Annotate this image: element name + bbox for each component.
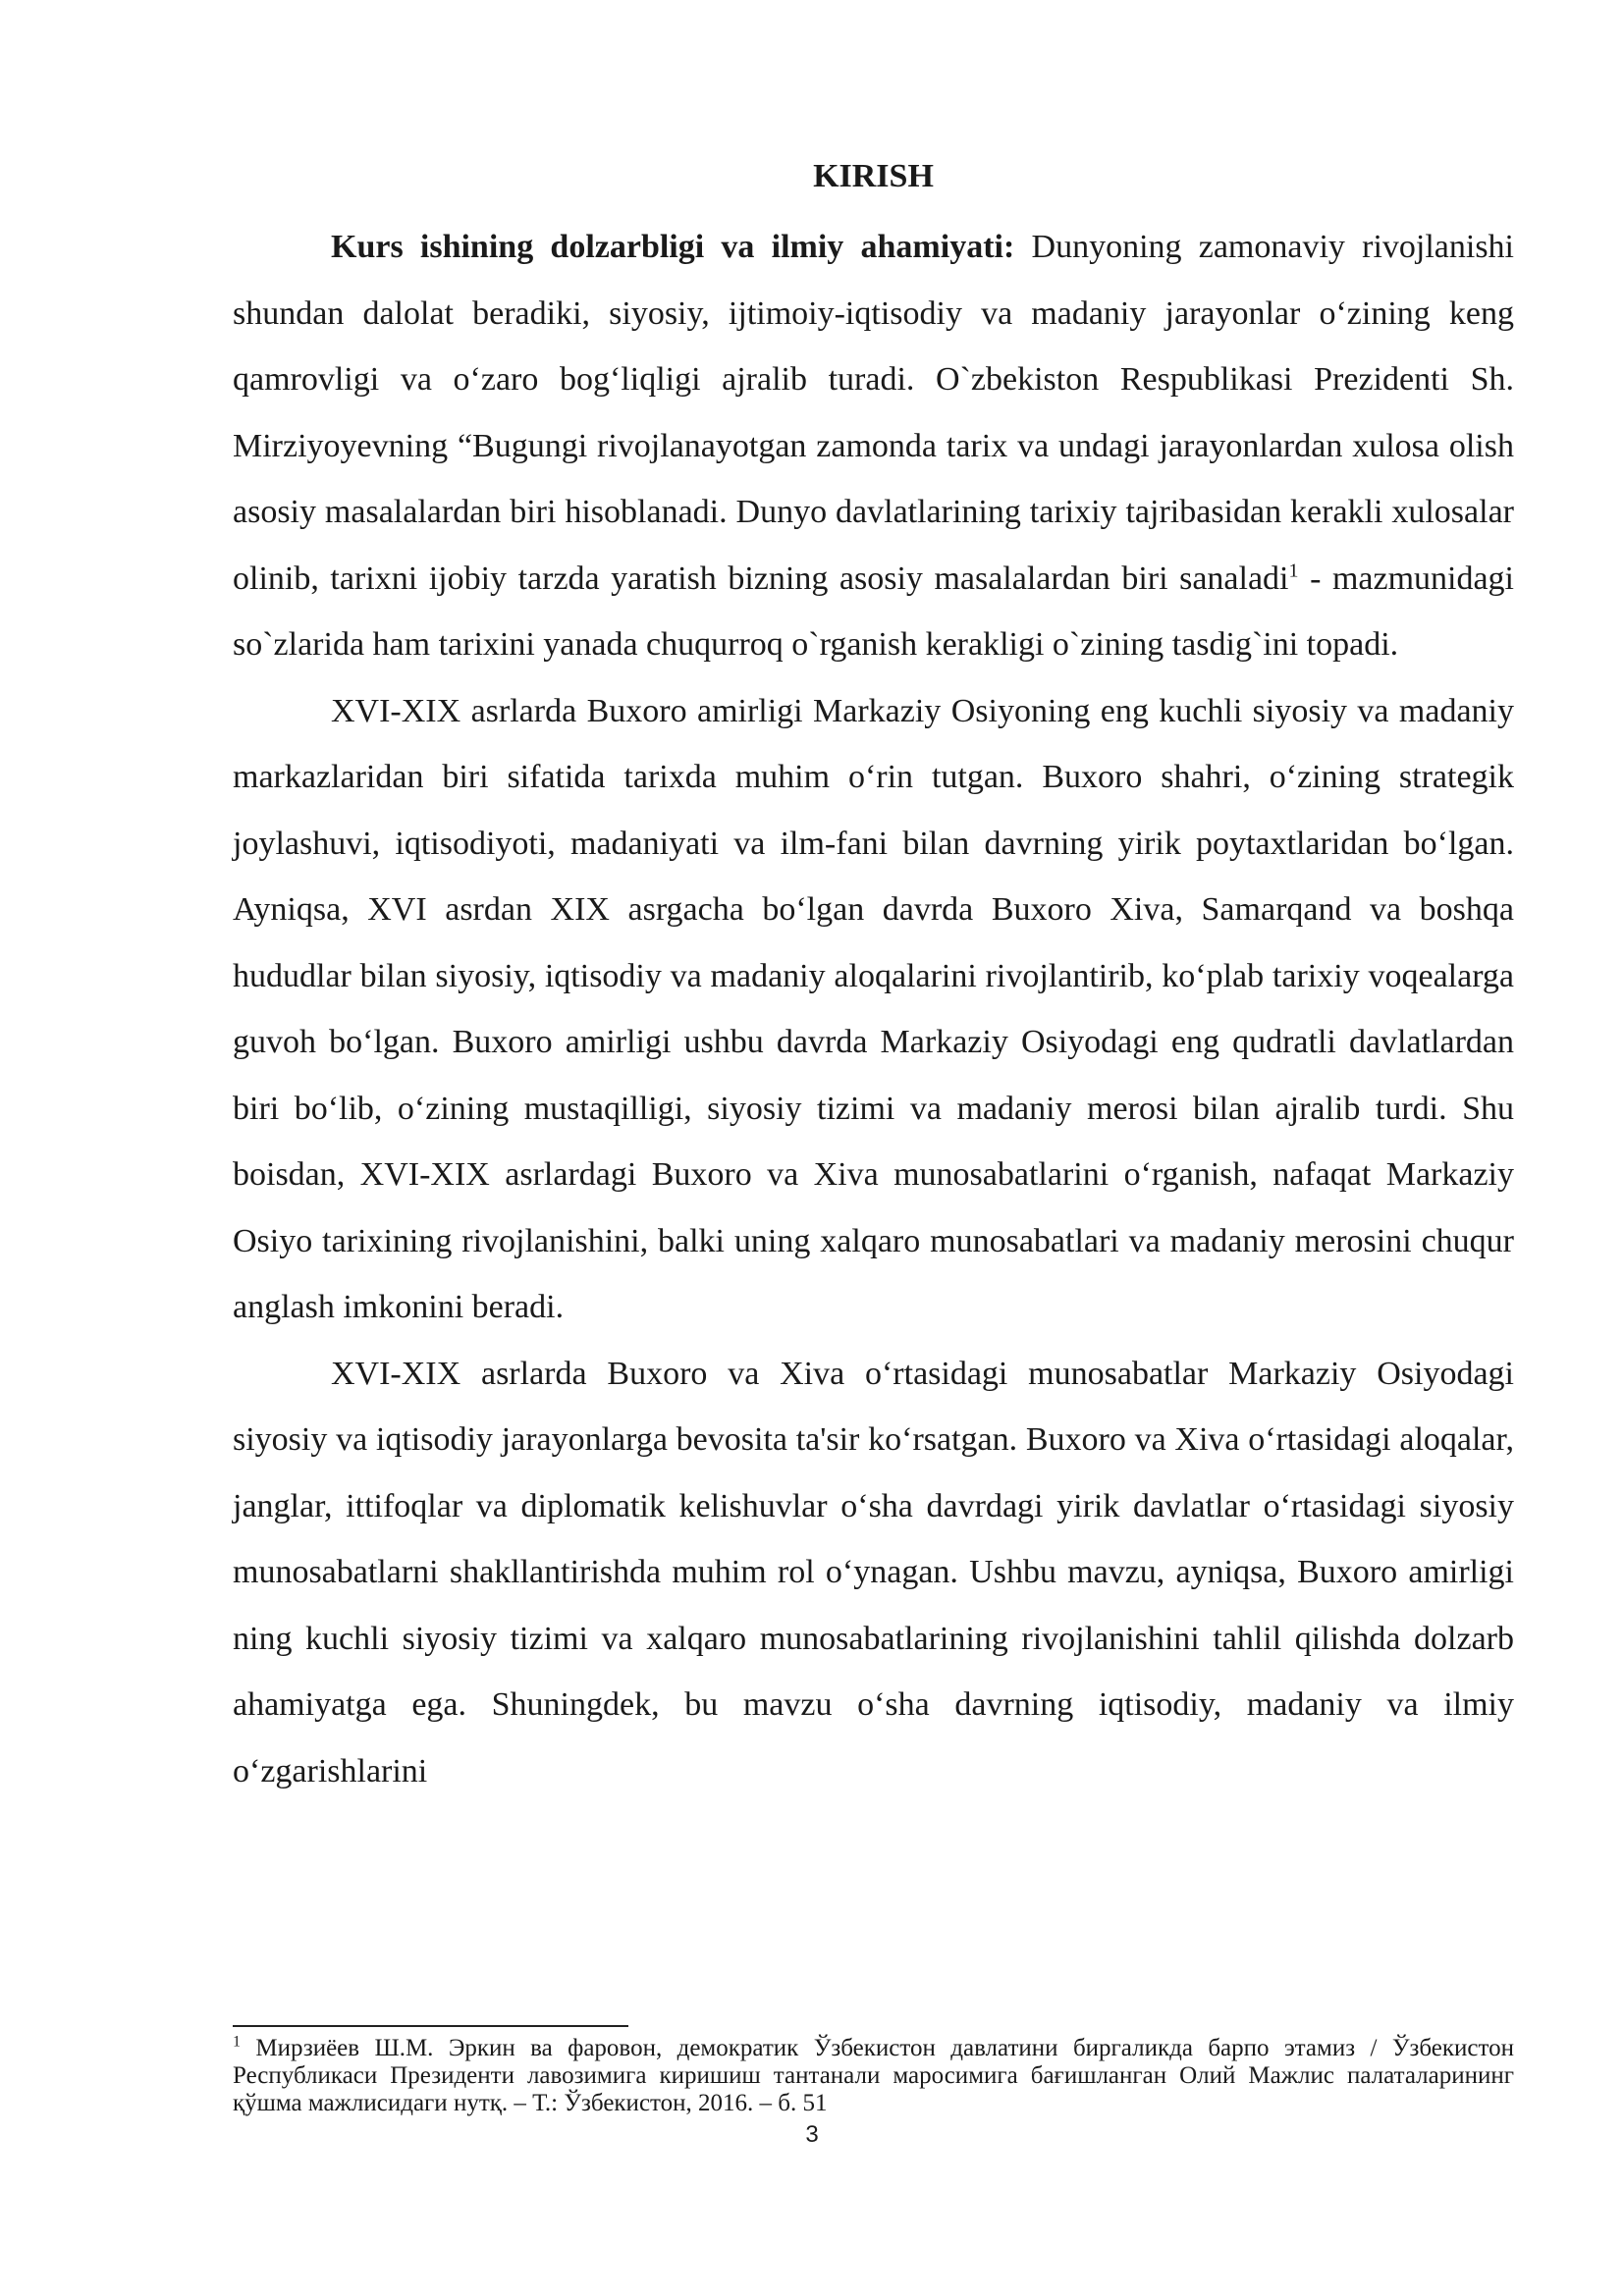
body-paragraph: XVI-XIX asrlarda Buxoro va Xiva o‘rtasidagi munosabatlar Markaziy Osiyodagi siyosiy va iqtisodiy jarayonlarga bevosita ta'sir ko‘rsatgan. Buxoro va Xiva o‘rtasidagi aloqalar, janglar, ittifoqlar va diplomatik kelishuvlar o‘sha davrdagi yirik davlatlar o‘rtasidagi siyosiy munosabatlarni shakllantirishda muhim rol o‘ynagan. Ushbu mavzu, ayniqsa, Buxoro amirligi ning kuchli siyosiy tizimi va xalqaro munosabatlarining rivojlanishini tahlil qilishda dolzarb ahamiyatga ega. Shuningdek, bu mavzu o‘sha davrning iqtisodiy, madaniy va ilmiy o‘zgarishlarini	[233, 1355, 1514, 1789]
paragraph-text: Dunyoning zamonaviy rivojlanishi shundan dalolat beradiki, siyosiy, ijtimoiy-iqtisodiy va madaniy jarayonlar o‘zining keng qamrovligi va o‘zaro bog‘liqligi ajralib turadi. O`zbekiston Respublikasi Prezidenti Sh. Mirziyoyevning “Bugungi rivojlanayotgan zamonda tarix va undagi jarayonlardan xulosa olish asosiy masalalardan biri hisoblanadi. Dunyo davlatlarining tarixiy tajribasidan kerakli xulosalar olinib, tarixni ijobiy tarzda yaratish bizning asosiy masalalardan biri sanaladi	[233, 229, 1514, 597]
paragraph-text: - mazmunidagi so`zlarida ham tarixini yanada chuqurroq o`rganish kerakligi o`zining tasdig`ini topadi.	[233, 560, 1514, 663]
footnote-reference[interactable]: 1	[1288, 560, 1299, 582]
footnote-marker: 1	[233, 2033, 241, 2051]
page-title: KIRISH	[813, 158, 934, 194]
footnote	[233, 2035, 1514, 2117]
footnote-separator	[233, 2025, 628, 2027]
body-paragraph: XVI-XIX asrlarda Buxoro amirligi Markaziy Osiyoning eng kuchli siyosiy va madaniy markazlaridan biri sifatida tarixda muhim o‘rin tutgan. Buxoro shahri, o‘zining strategik joylashuvi, iqtisodiyoti, madaniyati va ilm-fani bilan davrning yirik poytaxtlaridan bo‘lgan. Ayniqsa, XVI asrdan XIX asrgacha bo‘lgan davrda Buxoro Xiva, Samarqand va boshqa hududlar bilan siyosiy, iqtisodiy va madaniy aloqalarini rivojlantirib, ko‘plab tarixiy voqealarga guvoh bo‘lgan. Buxoro amirligi ushbu davrda Markaziy Osiyodagi eng qudratli davlatlardan biri bo‘lib, o‘zining mustaqilligi, siyosiy tizimi va madaniy merosi bilan ajralib turdi. Shu boisdan, XVI-XIX asrlardagi Buxoro va Xiva munosabatlarini o‘rganish, nafaqat Markaziy Osiyo tarixining rivojlanishini, balki uning xalqaro munosabatlari va madaniy merosini chuqur anglash imkonini beradi.	[233, 692, 1514, 1325]
page-number: 3	[805, 2121, 819, 2148]
page-body	[233, 151, 1514, 1804]
relevance-lead: Kurs ishining dolzarbligi va ilmiy ahamiyati:	[331, 229, 1015, 265]
intro-paragraph	[233, 214, 1514, 678]
footnote-text: Мирзиёев Ш.М. Эркин ва фаровон, демократик Ўзбекистон давлатини биргаликда барпо этамиз / Ўзбекистон Республикаси Президенти лавозимига киришиш тантанали маросимига бағишланган Олий Мажлис палаталарининг қўшма мажлисидаги нутқ. – Т.: Ўзбекистон, 2016. – б. 51	[233, 2035, 1514, 2116]
